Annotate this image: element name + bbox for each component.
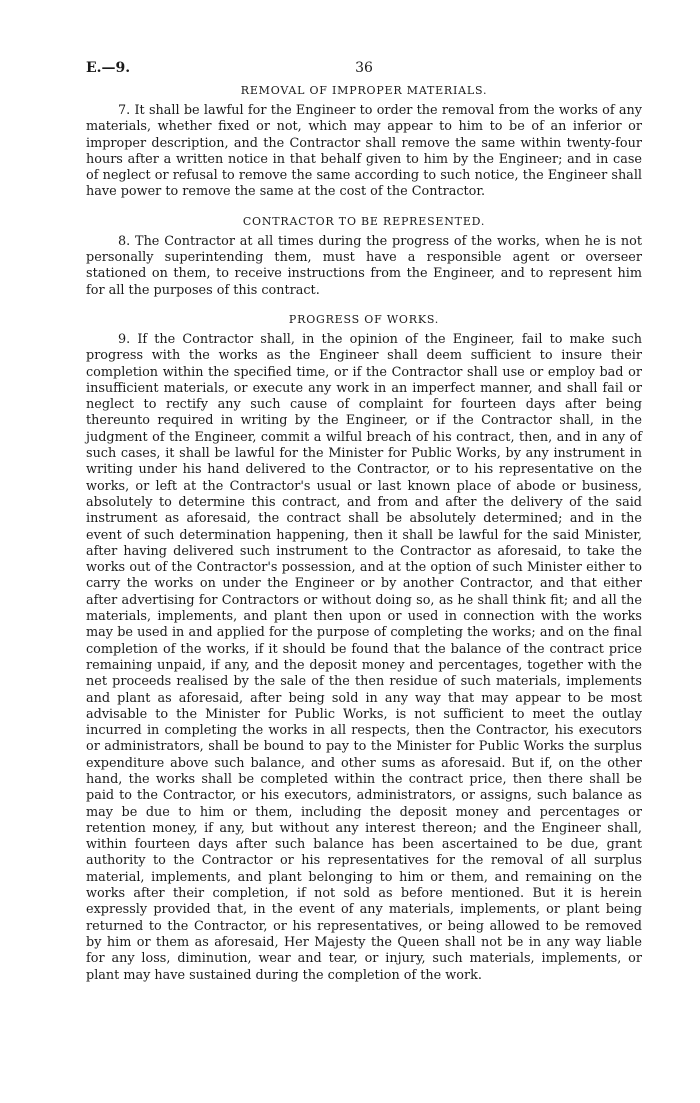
section-removal-of-improper-materials <box>86 84 642 201</box>
clause-7-text: 7. It shall be lawful for the Engineer to order the removal from the works of any materials, whether fixed or not, which may appear to him to be of an inferior or improper description, and the Contractor shall remove the same within twenty-four hours after a written notice in that behalf given to him by the Engineer; and in case of neglect or refusal to remove the same according to such notice, the Engineer shall have power to remove the same at the cost of the Contractor. <box>86 103 642 200</box>
section-progress-of-works <box>86 313 642 984</box>
clause-8-text: 8. The Contractor at all times during the progress of the works, when he is not personally superintending them, must have a responsible agent or overseer stationed on them, to receive instructions from the Engineer, and to represent him for all the purposes of this contract. <box>86 233 642 298</box>
page-header <box>86 60 642 82</box>
document-reference: E.—9. <box>86 60 131 76</box>
section-heading: REMOVAL OF IMPROPER MATERIALS. <box>240 84 488 97</box>
clause-9-text: 9. If the Contractor shall, in the opinion of the Engineer, fail to make such progress with the works as the Engineer shall deem sufficient to insure their completion within the specified time, or if the Contractor shall use or employ bad or insufficient materials, or execute any work in an imperfect manner, and shall fail or neglect to rectify any such cause of complaint for fourteen days after being thereunto required in writing by the Engineer, or if the Contractor shall, in the judgment of the Engineer, commit a wilful breach of his contract, then, and in any of such cases, it shall be lawful for the Minister for Public Works, by any instrument in writing under his hand delivered to the Contractor, or to his representative on the works, or left at the Contractor's usual or last known place of abode or business, absolutely to determine this contract, and from and after the delivery of the said instrument as aforesaid, the contract shall be absolutely determined; and in the event of such determination happening, then it shall be lawful for the said Minister, after having delivered such instrument to the Contractor as aforesaid, to take the works out of the Contractor's possession, and at the option of such Minister either to carry the works on under the Engineer or by another Contractor, and that either after advertising for Contractors or without doing so, as he shall think fit; and all the materials, implements, and plant then upon or used in connection with the works may be used in and applied for the purpose of completing the works; and on the final completion of the works, if it should be found that the balance of the contract price remaining unpaid, if any, and the deposit money and percentages, together with the net proceeds realised by the sale of the then residue of such materials, implements and plant as aforesaid, after being sold in any way that may appear to be most advisable to the Minister for Public Works, is not sufficient to meet the outlay incurred in completing the works in all respects, then the Contractor, his executors or administrators, shall be bound to pay to the Minister for Public Works the surplus expenditure above such balance, and other sums as aforesaid. But if, on the other hand, the works shall be completed within the contract price, then there shall be paid to the Contractor, or his executors, administrators, or assigns, such balance as may be due to him or them, including the deposit money and percentages or retention money, if any, but without any interest thereon; and the Engineer shall, within fourteen days after such balance has been ascertained to be due, grant authority to the Contractor or his representatives for the removal of all surplus material, implements, and plant belonging to him or them, and remaining on the works after their completion, if not sold as before mentioned. But it is herein expressly provided that, in the event of any materials, implements, or plant being returned to the Contractor, or his representatives, or being allowed to be removed by him or them as aforesaid, Her Majesty the Queen shall not be in any way liable for any loss, diminution, wear and tear, or injury, such materials, implements, or plant may have sustained during the completion of the work. <box>86 331 642 983</box>
section-contractor-to-be-represented <box>86 215 642 299</box>
section-heading: PROGRESS OF WORKS. <box>288 312 440 326</box>
page-number: 36 <box>355 60 373 76</box>
section-heading: CONTRACTOR TO BE REPRESENTED. <box>242 214 486 228</box>
